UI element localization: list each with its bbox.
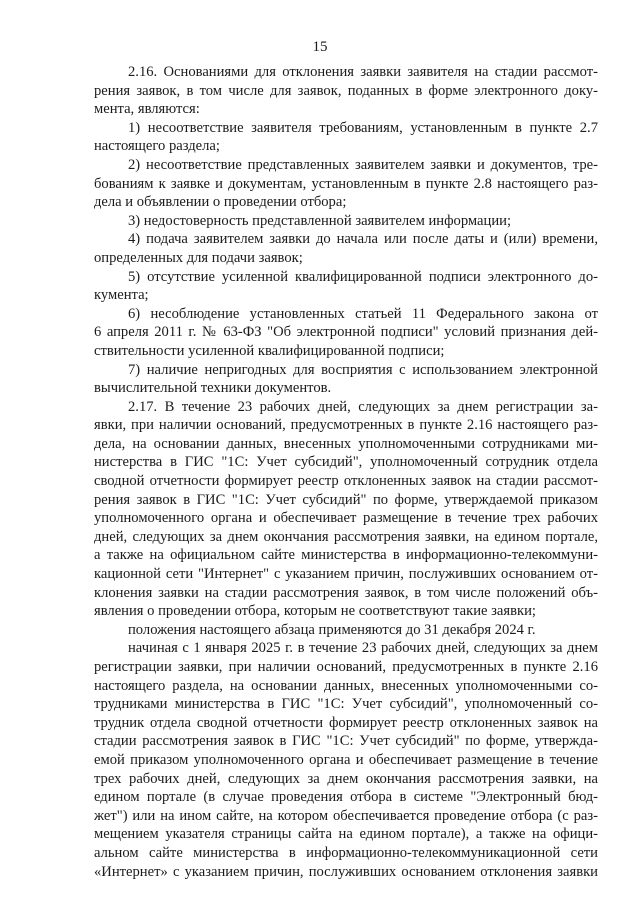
text-line: сводной отчетности формирует реестр отклоненных заявок на стадии рассмот- xyxy=(94,473,598,490)
body-text xyxy=(94,63,598,881)
text-line: настоящего раздела, на основании данных, внесенных уполномоченными со- xyxy=(94,677,598,694)
text-line: положения настоящего абзаца применяются до 31 декабря 2024 г. xyxy=(128,621,536,638)
text-line: мещением указателя страницы сайта на едином портале), а также на офици- xyxy=(94,826,598,843)
text-line: дела и объявлении о проведении отбора; xyxy=(94,194,347,211)
text-line: начиная с 1 января 2025 г. в течение 23 рабочих дней, следующих за днем xyxy=(128,640,598,657)
text-line: бованиям к заявке и документам, установленным в пункте 2.8 настоящего раз- xyxy=(94,175,598,192)
text-line: 4) подача заявителем заявки до начала или после даты и (или) времени, xyxy=(128,231,598,248)
text-line: 6) несоблюдение установленных статьей 11 Федерального закона от xyxy=(128,305,598,322)
text-line: нистерства в ГИС "1С: Учет субсидий", уполномоченный сотрудник отдела xyxy=(94,454,598,471)
text-line: кумента; xyxy=(94,287,149,304)
text-line: 2.16. Основаниями для отклонения заявки заявителя на стадии рассмот- xyxy=(128,64,598,80)
text-line: рения заявок, в том числе для заявок, поданных в форме электронного доку- xyxy=(94,82,598,99)
text-line: 7) наличие непригодных для восприятия с использованием электронной xyxy=(128,361,598,378)
text-line: явки, при наличии оснований, предусмотренных в пункте 2.16 настоящего раз- xyxy=(94,417,598,434)
text-line: ствительности усиленной квалифицированной подписи; xyxy=(94,342,445,359)
text-line: определенных для подачи заявок; xyxy=(94,249,303,266)
text-line: уполномоченного органа и обеспечивает размещение в течение трех рабочих xyxy=(94,510,598,527)
text-line: 2) несоответствие представленных заявителем заявки и документов, тре- xyxy=(128,156,598,173)
text-line: емой приказом уполномоченного органа и обеспечивает размещение в течение xyxy=(94,751,598,768)
text-line: явления о проведении отбора, которым не соответствуют такие заявки; xyxy=(94,603,536,620)
text-line: стадии рассмотрения заявок в ГИС "1С: Учет субсидий" по форме, утвержда- xyxy=(94,733,598,750)
text-line: альном сайте министерства в информационно-телекоммуникационной сети xyxy=(94,844,598,861)
text-line: жет") или на ином сайте, на котором обеспечивается проведение отбора (с раз- xyxy=(94,807,598,824)
text-line: «Интернет» с указанием причин, послуживших основанием отклонения заявки xyxy=(94,863,598,880)
text-line: дела, на основании данных, внесенных уполномоченными сотрудниками ми- xyxy=(94,435,598,452)
text-line: клонения заявки на стадии рассмотрения заявок, в том числе положений объ- xyxy=(94,584,598,601)
text-line: дней, следующих за днем окончания рассмотрения заявки, на едином портале, xyxy=(94,528,598,545)
text-line: 5) отсутствие усиленной квалифицированной подписи электронного до- xyxy=(128,268,598,285)
text-line: настоящего раздела; xyxy=(94,138,220,155)
text-line: 6 апреля 2011 г. № 63-ФЗ "Об электронной подписи" условий признания дей- xyxy=(94,324,598,341)
text-line: мента, являются: xyxy=(94,101,200,118)
text-line: трудниками министерства в ГИС "1С: Учет субсидий", уполномоченный со- xyxy=(94,696,598,713)
page-number: 15 xyxy=(312,39,328,55)
text-line: регистрации заявки, при наличии оснований, предусмотренных в пункте 2.16 xyxy=(94,659,598,675)
text-line: рения заявок в ГИС "1С: Учет субсидий" по форме, утверждаемой приказом xyxy=(94,491,598,508)
text-line: кационной сети "Интернет" с указанием причин, послуживших основанием от- xyxy=(94,566,598,583)
text-line: едином портале (в случае проведения отбора в системе "Электронный бюд- xyxy=(94,789,598,806)
text-line: а также на официальном сайте министерства в информационно-телекоммуни- xyxy=(94,547,598,564)
text-line: трех рабочих дней, следующих за днем окончания рассмотрения заявки, на xyxy=(94,770,598,787)
text-line: вычислительной техники документов. xyxy=(94,380,332,397)
text-line: 2.17. В течение 23 рабочих дней, следующих за днем регистрации за- xyxy=(128,398,598,415)
text-line: трудник отдела сводной отчетности формирует реестр отклоненных заявок на xyxy=(94,714,598,731)
text-line: 3) недостоверность представленной заявителем информации; xyxy=(128,212,512,229)
text-line: 1) несоответствие заявителя требованиям, установленным в пункте 2.7 xyxy=(128,119,598,136)
